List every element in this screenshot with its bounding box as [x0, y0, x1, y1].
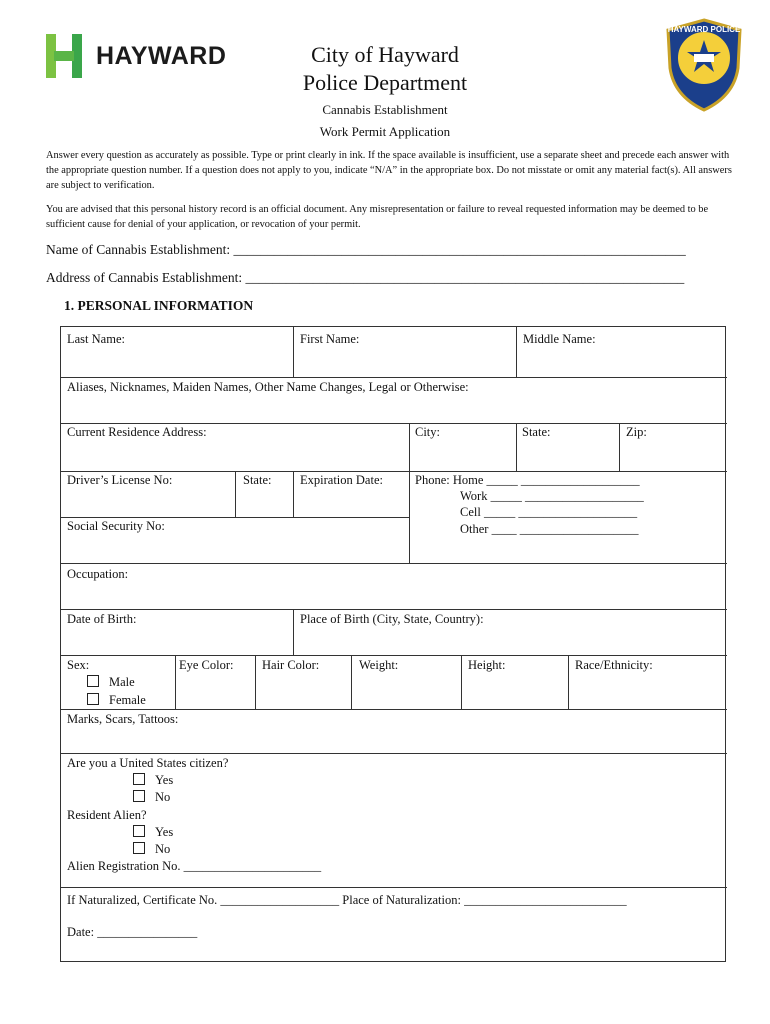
sex-female-label: Female [109, 693, 146, 707]
establishment-name-field[interactable]: Name of Cannabis Establishment: ___________________________________________________________________ [46, 242, 686, 257]
height-field[interactable]: Height: [468, 658, 506, 672]
form-subtitle-1: Cannabis Establishment [322, 102, 448, 117]
establishment-address-field[interactable]: Address of Cannabis Establishment: _________________________________________________________________ [46, 270, 685, 285]
sex-male-label: Male [109, 675, 135, 689]
resident-alien-no-option[interactable] [133, 842, 170, 857]
last-name-field[interactable]: Last Name: [67, 332, 125, 346]
page-title-department: Police Department [302, 70, 468, 95]
weight-field[interactable]: Weight: [359, 658, 399, 672]
date-field[interactable]: Date: ________________ [67, 925, 198, 939]
date-of-birth-field[interactable]: Date of Birth: [67, 612, 137, 626]
alien-registration-field[interactable]: Alien Registration No. ______________________ [67, 859, 322, 873]
checkbox-citizen-no[interactable] [133, 790, 145, 802]
checkbox-alien-no[interactable] [133, 842, 145, 854]
occupation-field[interactable]: Occupation: [67, 567, 129, 581]
eye-color-field[interactable]: Eye Color: [179, 658, 234, 672]
drivers-license-field[interactable]: Driver’s License No: [67, 473, 173, 487]
phone-other-field[interactable]: Other ____ ___________________ [460, 522, 639, 536]
sex-female-option[interactable] [87, 693, 146, 708]
city-logo-text: HAYWARD [96, 42, 227, 70]
section-heading-personal-info: 1. PERSONAL INFORMATION [64, 298, 254, 313]
citizen-yes-label: Yes [155, 773, 174, 787]
page-title-city: City of Hayward [311, 42, 459, 67]
place-of-birth-field[interactable]: Place of Birth (City, State, Country): [300, 612, 484, 626]
expiration-date-field[interactable]: Expiration Date: [300, 473, 383, 487]
phone-work-field[interactable]: Work _____ ___________________ [460, 489, 644, 503]
city-field[interactable]: City: [415, 425, 441, 439]
checkbox-citizen-yes[interactable] [133, 773, 145, 785]
resident-alien-yes-option[interactable] [133, 825, 173, 840]
hair-color-field[interactable]: Hair Color: [262, 658, 320, 672]
sex-male-option[interactable] [87, 675, 135, 690]
phone-home-field[interactable]: Phone: Home _____ ___________________ [415, 473, 640, 487]
marks-scars-tattoos-field[interactable]: Marks, Scars, Tattoos: [67, 712, 179, 726]
resident-alien-question: Resident Alien? [67, 808, 147, 822]
middle-name-field[interactable]: Middle Name: [523, 332, 596, 346]
us-citizen-question: Are you a United States citizen? [67, 756, 229, 770]
citizen-no-label: No [155, 790, 171, 804]
alien-yes-label: Yes [155, 825, 174, 839]
zip-field[interactable]: Zip: [626, 425, 647, 439]
instructions-paragraph-1: Answer every question as accurately as possible. Type or print clearly in ink. If the space available is insufficient, use a separate sheet and precede each answer with the appropriate question number. If a question does not apply to you, indicate “N/A” in the appropriate box. Do not misstate or omit any material fact(s). All answers are subject to verification. [46, 150, 732, 191]
sex-label: Sex: [67, 658, 90, 672]
aliases-field[interactable]: Aliases, Nicknames, Maiden Names, Other Name Changes, Legal or Otherwise: [67, 380, 469, 394]
ssn-field[interactable]: Social Security No: [67, 519, 165, 533]
phone-cell-field[interactable]: Cell _____ ___________________ [460, 505, 638, 519]
form-subtitle-2: Work Permit Application [319, 124, 451, 139]
personal-info-form [60, 326, 726, 962]
checkbox-alien-yes[interactable] [133, 825, 145, 837]
residence-address-field[interactable]: Current Residence Address: [67, 425, 207, 439]
instructions-paragraph-2: You are advised that this personal history record is an official document. Any misrepresentation or failure to reveal requested information may be deemed to be sufficient cause for denial of your application, or revocation of your permit. [46, 204, 709, 230]
checkbox-female[interactable] [87, 693, 99, 705]
badge-text: HAYWARD POLICE [667, 25, 741, 34]
first-name-field[interactable]: First Name: [300, 332, 360, 346]
alien-no-label: No [155, 842, 171, 856]
checkbox-male[interactable] [87, 675, 99, 687]
naturalization-field[interactable]: If Naturalized, Certificate No. ___________________ Place of Naturalization: __________________________ [67, 893, 627, 907]
us-citizen-yes-option[interactable] [133, 773, 173, 788]
us-citizen-no-option[interactable] [133, 790, 170, 805]
race-ethnicity-field[interactable]: Race/Ethnicity: [575, 658, 653, 672]
dl-state-field[interactable]: State: [243, 473, 272, 487]
state-field[interactable]: State: [522, 425, 551, 439]
